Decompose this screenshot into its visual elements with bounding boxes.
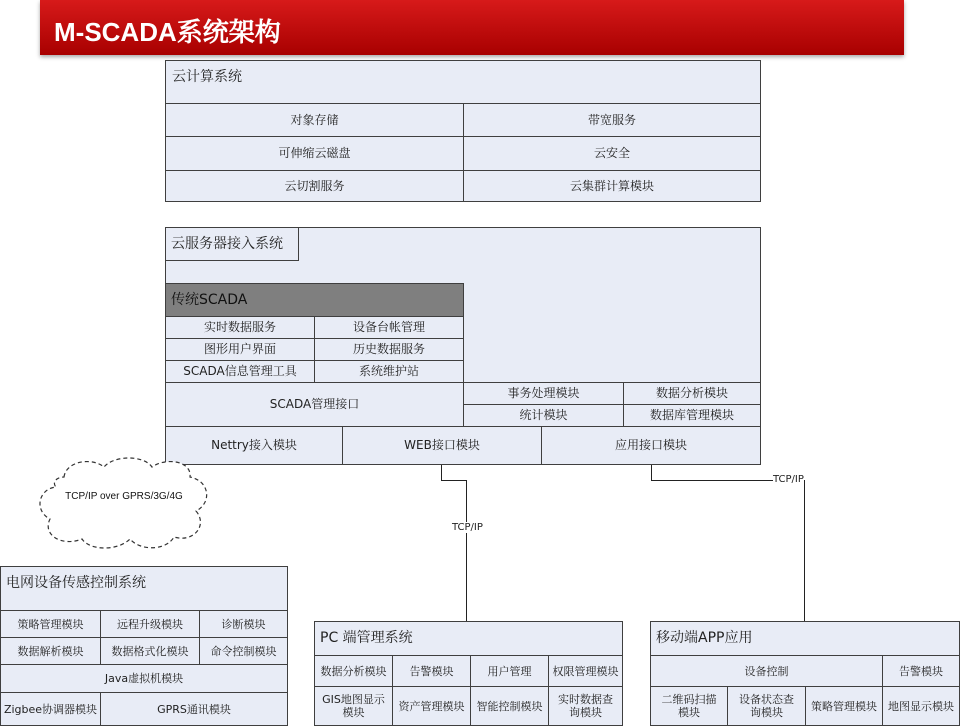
cloud-server-access-system [165, 227, 761, 465]
pc-asset-management-cell: 资产管理模块 [392, 686, 471, 726]
db-management-module-cell: 数据库管理模块 [623, 404, 761, 427]
cloud-computing-title: 云计算系统 [172, 69, 242, 85]
cloud-access-title: 云服务器接入系统 [165, 227, 299, 261]
pc-permission-cell: 权限管理模块 [548, 655, 623, 687]
scada-interface-cell: SCADA管理接口 [165, 382, 464, 427]
device-control-cell: 设备控制 [650, 655, 883, 687]
app-interface-cell: 应用接口模块 [541, 426, 761, 465]
zigbee-cell: Zigbee协调器模块 [0, 692, 101, 726]
connector-app-mobile-v2 [804, 480, 805, 621]
data-parse-cell: 数据解析模块 [0, 637, 101, 665]
connector-app-mobile-v1 [651, 464, 652, 481]
scada-info-tool-cell: SCADA信息管理工具 [165, 360, 315, 383]
pc-system-title: PC 端管理系统 [320, 630, 413, 646]
connector-web-pc-v1 [441, 464, 442, 481]
device-status-cell: 设备状态查询模块 [727, 686, 806, 726]
mobile-app-title: 移动端APP应用 [656, 630, 753, 646]
cloud-security-cell: 云安全 [463, 136, 761, 171]
mobile-strategy-cell: 策略管理模块 [805, 686, 883, 726]
remote-upgrade-cell: 远程升级模块 [100, 610, 200, 638]
pc-realtime-query-cell: 实时数据查询模块 [548, 686, 623, 726]
pc-alarm-cell: 告警模块 [392, 655, 471, 687]
pc-user-management-cell: 用户管理 [470, 655, 549, 687]
pc-smart-control-cell: 智能控制模块 [470, 686, 549, 726]
diagnosis-cell: 诊断模块 [199, 610, 288, 638]
cloud-cutting-service-cell: 云切割服务 [165, 170, 464, 202]
mobile-alarm-cell: 告警模块 [882, 655, 960, 687]
command-control-cell: 命令控制模块 [199, 637, 288, 665]
title-bar [40, 0, 904, 55]
gprs-cell: GPRS通讯模块 [100, 692, 288, 726]
grid-system-title: 电网设备传感控制系统 [6, 575, 146, 591]
cloud-label: TCP/IP over GPRS/3G/4G [65, 491, 183, 502]
tcp-ip-label-pc: TCP/IP [452, 522, 483, 533]
java-vm-cell: Java虚拟机模块 [0, 664, 288, 693]
tcp-ip-label-mobile: TCP/IP [773, 474, 804, 485]
gui-cell: 图形用户界面 [165, 338, 315, 361]
system-maintenance-cell: 系统维护站 [314, 360, 464, 383]
mobile-app-system [650, 621, 960, 726]
nettry-access-cell: Nettry接入模块 [165, 426, 343, 465]
device-ledger-cell: 设备台帐管理 [314, 316, 464, 339]
page-title: M-SCADA系统架构 [54, 17, 281, 47]
bandwidth-service-cell: 带宽服务 [463, 103, 761, 137]
web-interface-cell: WEB接口模块 [342, 426, 542, 465]
scalable-cloud-disk-cell: 可伸缩云磁盘 [165, 136, 464, 171]
pc-management-system [314, 621, 623, 726]
grid-device-system [0, 566, 288, 726]
history-data-service-cell: 历史数据服务 [314, 338, 464, 361]
data-analysis-module-cell: 数据分析模块 [623, 382, 761, 405]
data-format-cell: 数据格式化模块 [100, 637, 200, 665]
connector-web-pc-h [441, 480, 467, 481]
realtime-data-service-cell: 实时数据服务 [165, 316, 315, 339]
traditional-scada-title: 传统SCADA [165, 283, 464, 317]
pc-data-analysis-cell: 数据分析模块 [314, 655, 393, 687]
network-cloud-shape [34, 455, 214, 551]
map-display-cell: 地图显示模块 [882, 686, 960, 726]
strategy-module-cell: 策略管理模块 [0, 610, 101, 638]
qr-scan-cell: 二维码扫描模块 [650, 686, 728, 726]
connector-web-pc-v2 [466, 480, 467, 621]
transaction-module-cell: 事务处理模块 [463, 382, 624, 405]
cloud-cluster-computing-cell: 云集群计算模块 [463, 170, 761, 202]
object-storage-cell: 对象存储 [165, 103, 464, 137]
cloud-computing-system [165, 60, 761, 202]
pc-gis-map-cell: GIS地图显示模块 [314, 686, 393, 726]
statistics-module-cell: 统计模块 [463, 404, 624, 427]
